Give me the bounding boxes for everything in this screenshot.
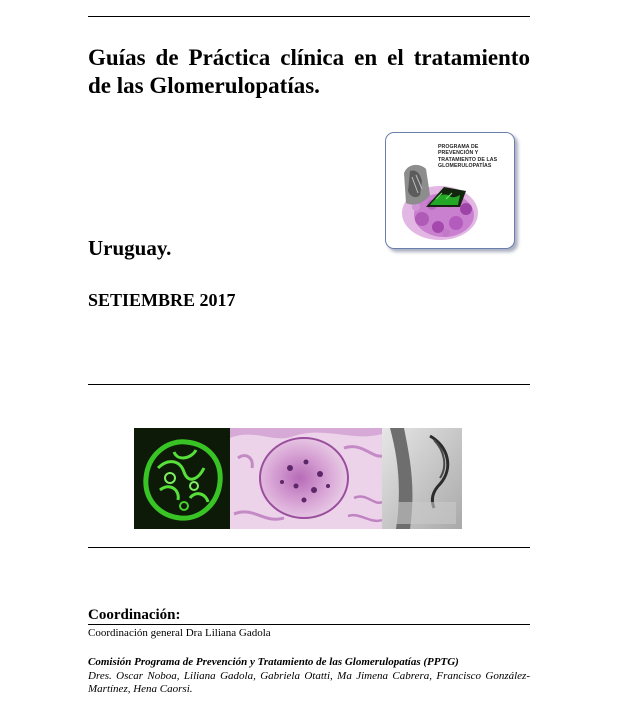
lower-rule: [88, 547, 530, 548]
country-label: Uruguay.: [88, 236, 172, 260]
commission-block: [88, 656, 530, 697]
middle-rule: [88, 384, 530, 385]
program-logo: [385, 132, 515, 249]
electron-microscopy-panel: [382, 428, 462, 529]
microscopy-image-strip: [134, 428, 462, 529]
coordination-general: Coordinación general Dra Liliana Gadola: [88, 627, 271, 639]
commission-title: Comisión Programa de Prevención y Tratamiento de las Glomerulopatías (PPTG): [88, 656, 459, 668]
publication-date: SETIEMBRE 2017: [88, 290, 236, 310]
logo-caption: PROGRAMA DE PREVENCIÓN Y TRATAMIENTO DE LAS GLOMERULOPATÍAS: [438, 144, 498, 170]
top-rule: [88, 16, 530, 17]
coordination-heading: Coordinación:: [88, 607, 181, 623]
histology-panel: [230, 428, 382, 529]
coordination-rule: [88, 624, 530, 625]
commission-members: Dres. Oscar Noboa, Liliana Gadola, Gabriela Otatti, Ma Jimena Cabrera, Francisco González-Martínez, Hena Caorsi.: [88, 669, 530, 695]
document-title: Guías de Práctica clínica en el tratamiento de las Glomerulopatías.: [88, 45, 530, 98]
immunofluorescence-panel: [134, 428, 230, 529]
